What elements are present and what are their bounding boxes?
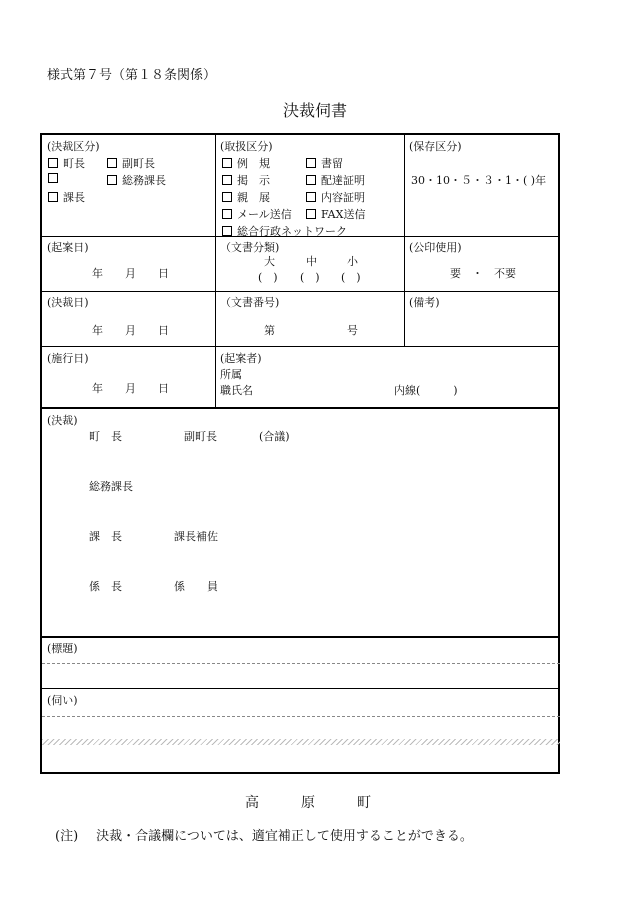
subject-label: (標題) — [47, 642, 78, 655]
checkbox-icon[interactable] — [107, 175, 117, 185]
handling-option[interactable]: 書留 — [306, 155, 343, 171]
doc-class-size-small: 小 — [347, 255, 358, 268]
footnote-text: 決裁・合議欄については、適宜補正して使用することができる。 — [96, 829, 473, 844]
enforce-date-label: (施行日) — [47, 352, 89, 365]
approver-deputy-mayor: 副町長 — [184, 430, 217, 443]
checkbox-icon[interactable] — [48, 158, 58, 168]
doc-number-label: （文書番号) — [220, 296, 280, 309]
approval-form — [40, 133, 560, 774]
page-title: 決裁伺書 — [282, 101, 347, 120]
drafter-dept[interactable]: 所属 — [220, 368, 242, 381]
approver-mayor: 町 長 — [89, 430, 122, 443]
approver-assistant-chief: 課長補佐 — [174, 530, 218, 543]
decision-category-label: (決裁区分) — [47, 140, 100, 153]
decision-option[interactable]: 課長 — [48, 189, 85, 205]
row-divider — [42, 636, 560, 638]
row-divider — [42, 688, 560, 689]
handling-option[interactable]: メール送信 — [222, 206, 292, 222]
approval-label: (決裁) — [47, 414, 78, 427]
doc-class-size-large: 大 — [264, 255, 275, 268]
decision-date-label: (決裁日) — [47, 296, 89, 309]
draft-date-value[interactable]: 年 月 日 — [92, 267, 169, 280]
footnote-label: (注) — [55, 829, 79, 844]
row-divider — [42, 407, 560, 409]
handling-option[interactable]: 例 規 — [222, 155, 270, 171]
drafter-label: (起案者) — [220, 352, 262, 365]
doc-class-label: （文書分類) — [220, 241, 280, 254]
doc-number-suffix: 号 — [347, 324, 358, 337]
checkbox-icon[interactable] — [222, 226, 232, 236]
official-seal-label: (公印使用) — [409, 241, 462, 254]
row-divider — [42, 346, 560, 347]
handling-option[interactable]: 内容証明 — [306, 189, 365, 205]
doc-class-size-medium: 中 — [306, 255, 317, 268]
enforce-date-value[interactable]: 年 月 日 — [92, 382, 169, 395]
remarks-label: (備考) — [409, 296, 440, 309]
decision-option[interactable]: 町長 — [48, 155, 85, 171]
checkbox-icon[interactable] — [306, 192, 316, 202]
approver-sub-chief: 係 長 — [89, 580, 122, 593]
footnote — [55, 825, 473, 844]
approver-staff: 係 員 — [174, 580, 218, 593]
drafter-extension[interactable]: 内線( ) — [394, 384, 458, 397]
handling-option[interactable]: 親 展 — [222, 189, 270, 205]
checkbox-icon[interactable] — [222, 209, 232, 219]
doc-number-prefix: 第 — [264, 324, 275, 337]
approver-general-affairs-chief: 総務課長 — [89, 480, 133, 493]
approver-section-chief: 課 長 — [89, 530, 122, 543]
handling-option[interactable]: FAX送信 — [306, 206, 365, 222]
checkbox-icon[interactable] — [48, 192, 58, 202]
inquiry-wavy-line — [42, 739, 560, 745]
handling-category-label: (取扱区分) — [220, 140, 273, 153]
decision-date-value[interactable]: 年 月 日 — [92, 324, 169, 337]
form-number: 様式第７号（第１８条関係） — [47, 68, 217, 83]
checkbox-icon[interactable] — [222, 158, 232, 168]
subject-line — [42, 663, 560, 664]
decision-option[interactable]: 副町長 — [107, 155, 155, 171]
doc-class-slot[interactable]: ( ) — [258, 271, 278, 284]
inquiry-label: (伺い) — [47, 694, 78, 707]
official-seal-value[interactable]: 要 ・ 不要 — [450, 267, 516, 280]
decision-option[interactable] — [48, 172, 63, 185]
row-divider — [42, 291, 560, 292]
column-divider-1 — [215, 135, 216, 408]
handling-option[interactable]: 配達証明 — [306, 172, 365, 188]
town-name: 高 原 町 — [245, 795, 385, 811]
draft-date-label: (起案日) — [47, 241, 89, 254]
checkbox-icon[interactable] — [48, 173, 58, 183]
drafter-name[interactable]: 職氏名 — [220, 384, 253, 397]
checkbox-icon[interactable] — [107, 158, 117, 168]
handling-option[interactable]: 総合行政ネットワーク — [222, 223, 347, 239]
handling-option[interactable]: 掲 示 — [222, 172, 270, 188]
checkbox-icon[interactable] — [306, 175, 316, 185]
checkbox-icon[interactable] — [222, 175, 232, 185]
retention-value[interactable]: 30・10・５・３・1・( )年 — [411, 174, 547, 187]
decision-option[interactable]: 総務課長 — [107, 172, 166, 188]
approval-consultation: (合議) — [259, 430, 290, 443]
column-divider-2 — [404, 135, 405, 347]
doc-class-slot[interactable]: ( ) — [341, 271, 361, 284]
retention-label: (保存区分) — [409, 140, 462, 153]
checkbox-icon[interactable] — [306, 209, 316, 219]
inquiry-line — [42, 716, 560, 717]
checkbox-icon[interactable] — [222, 192, 232, 202]
doc-class-slot[interactable]: ( ) — [300, 271, 320, 284]
checkbox-icon[interactable] — [306, 158, 316, 168]
